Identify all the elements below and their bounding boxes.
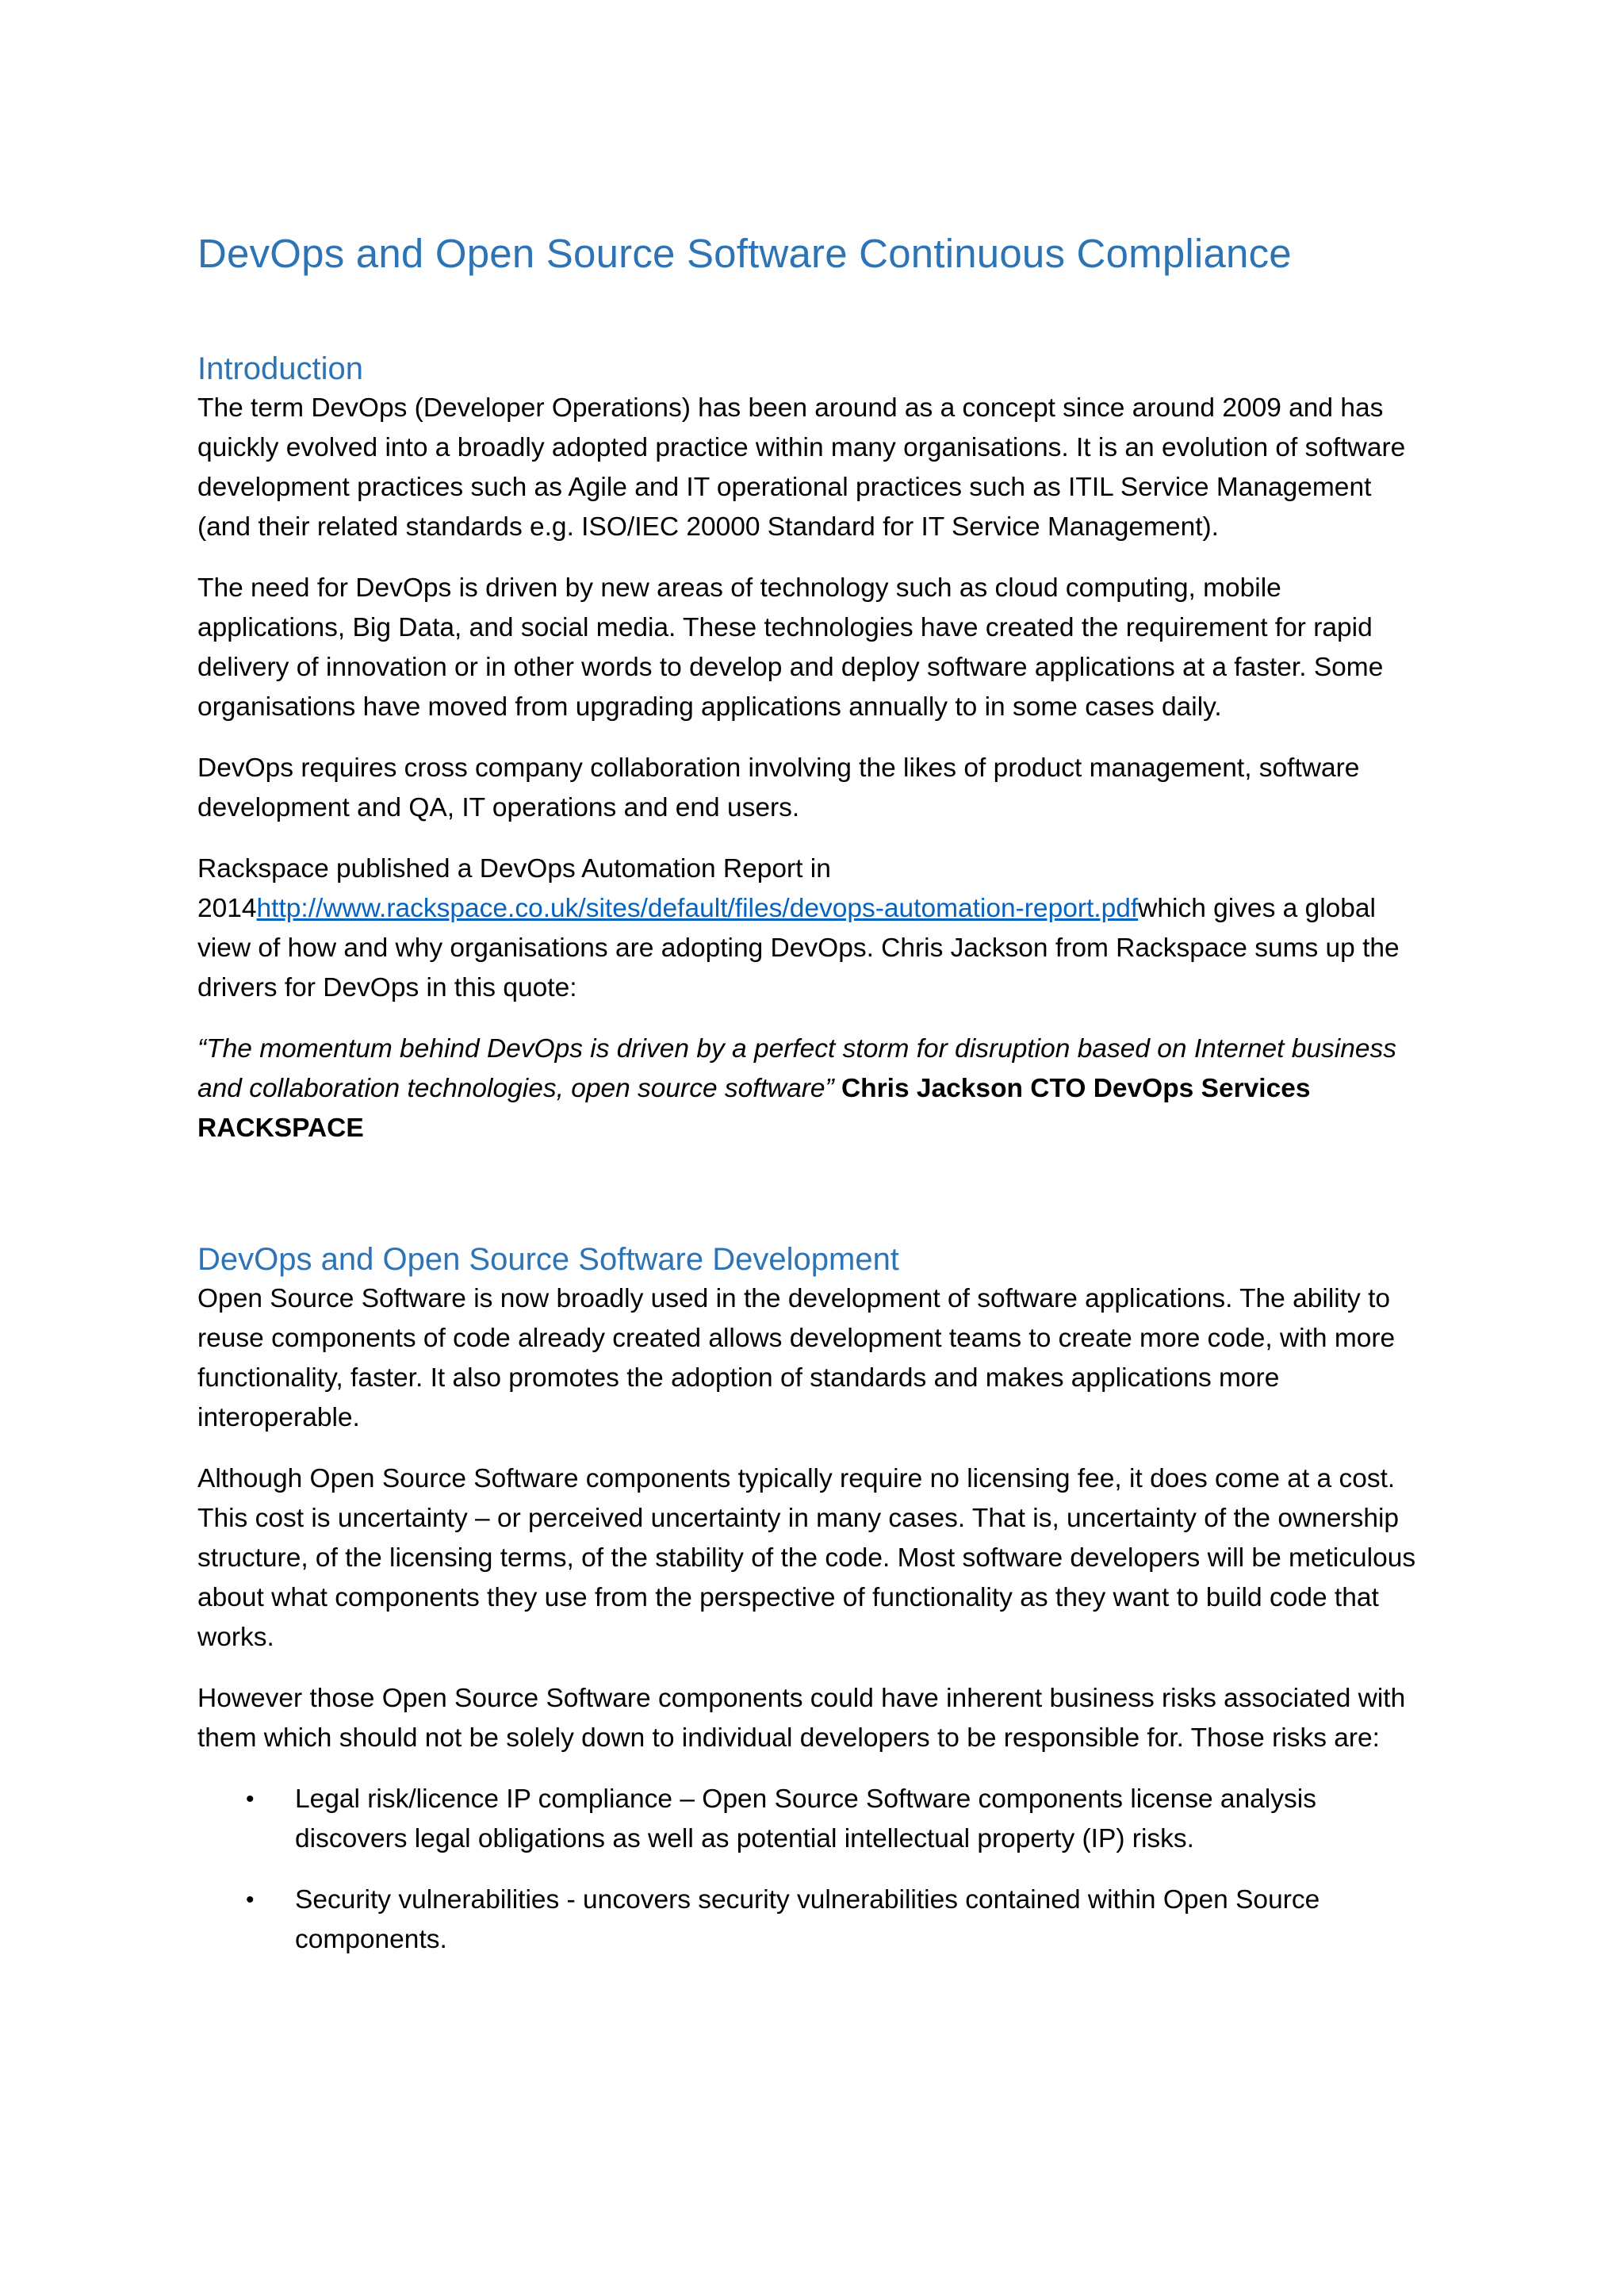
intro-paragraph-4 <box>197 849 1427 1008</box>
quote-text: “The momentum behind DevOps is driven by a perfect storm for disruption based on Internet business and collaboration technologies, open source software” <box>197 1034 1396 1103</box>
report-text-after: which gives a global view of how and why organisations are adopting DevOps. Chris Jackson from Rackspace sums up the drivers for DevOps in this quote: <box>197 894 1400 1002</box>
risks-list <box>197 1780 1427 1960</box>
oss-paragraph-2: Although Open Source Software components typically require no licensing fee, it does come at a cost. This cost is uncertainty – or perceived uncertainty in many cases. That is, uncertainty of the ownership structure, of the licensing terms, of the stability of the code. Most software developers will be meticulous about what components they use from the perspective of functionality as they want to build code that works. <box>197 1464 1416 1652</box>
intro-paragraph-1: The term DevOps (Developer Operations) has been around as a concept since around 2009 and has quickly evolved into a broadly adopted practice within many organisations. It is an evolution of software development practices such as Agile and IT operational practices such as ITIL Service Management (and their related standards e.g. ISO/IEC 20000 Standard for IT Service Management). <box>197 393 1406 542</box>
bullet-icon: • <box>246 1786 255 1812</box>
document-title: DevOps and Open Source Software Continuous Compliance <box>197 231 1292 276</box>
report-link[interactable]: http://www.rackspace.co.uk/sites/default/files/devops-automation-report.pdf <box>256 894 1139 923</box>
oss-development-section <box>197 1240 1427 1981</box>
rackspace-quote <box>197 1029 1427 1148</box>
risk-legal-text: Legal risk/licence IP compliance – Open Source Software components license analysis discovers legal obligations as well as potential intellectual property (IP) risks. <box>295 1784 1316 1853</box>
introduction-heading: Introduction <box>197 351 364 386</box>
introduction-section <box>197 349 1427 1170</box>
risk-security-text: Security vulnerabilities - uncovers security vulnerabilities contained within Open Source components. <box>295 1885 1320 1954</box>
oss-heading: DevOps and Open Source Software Development <box>197 1242 899 1277</box>
bullet-icon: • <box>246 1887 255 1913</box>
quote-attribution: Chris Jackson CTO DevOps Services RACKSPACE <box>197 1074 1311 1143</box>
report-text-before: Rackspace published a DevOps Automation Report in 2014 <box>197 854 831 923</box>
list-item <box>197 1880 1427 1960</box>
intro-paragraph-2: The need for DevOps is driven by new areas of technology such as cloud computing, mobile applications, Big Data, and social media. These technologies have created the requirement for rapid delivery of innovation or in other words to develop and deploy software applications at a faster. Some organisations have moved from upgrading applications annually to in some cases daily. <box>197 573 1384 722</box>
intro-paragraph-3: DevOps requires cross company collaboration involving the likes of product management, software development and QA, IT operations and end users. <box>197 753 1360 822</box>
list-item <box>197 1780 1427 1859</box>
oss-paragraph-3: However those Open Source Software components could have inherent business risks associated with them which should not be solely down to individual developers to be responsible for. Those risks are: <box>197 1684 1406 1753</box>
oss-paragraph-1: Open Source Software is now broadly used in the development of software applications. The ability to reuse components of code already created allows development teams to create more code, with more functionality, faster. It also promotes the adoption of standards and makes applications more interoperable. <box>197 1284 1396 1432</box>
